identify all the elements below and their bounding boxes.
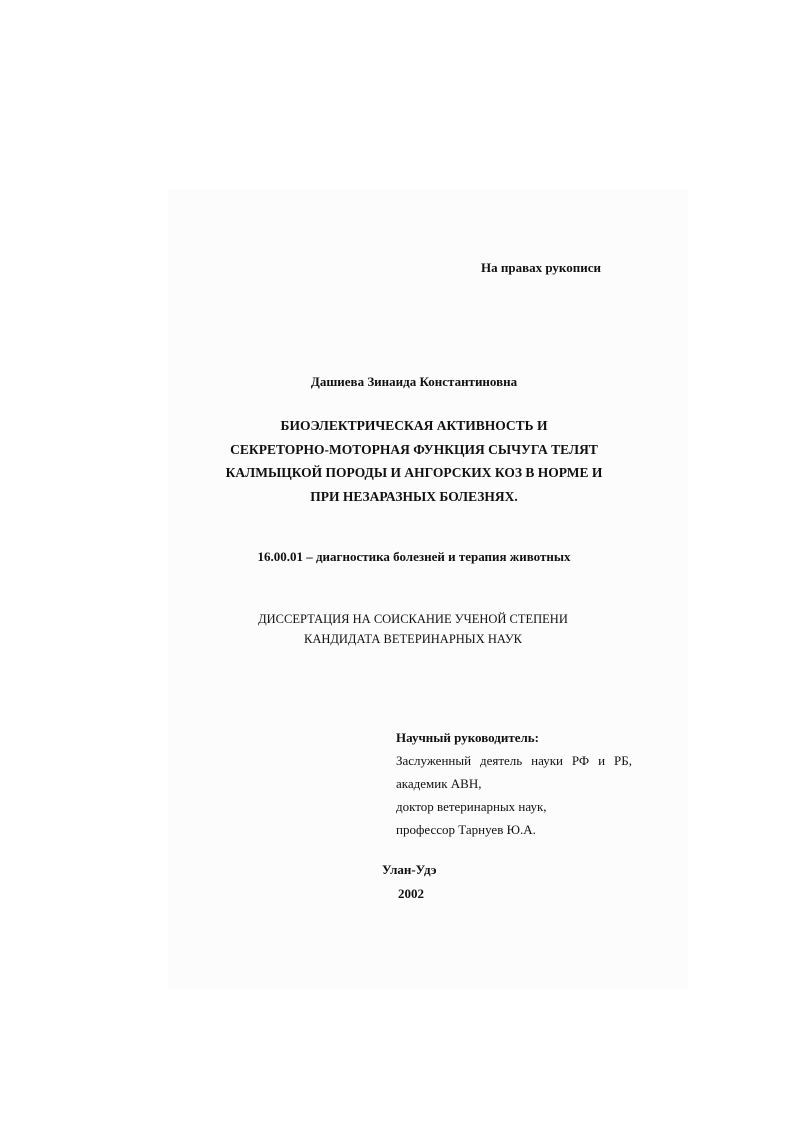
specialty-code: 16.00.01 – диагностика болезней и терапия животных [257,549,571,564]
supervisor-name: профессор Тарнуев Ю.А. [396,822,536,837]
supervisor-title-word: деятель [479,753,523,768]
supervisor-heading: Научный руководитель: [396,730,539,745]
supervisor-title-word: науки [531,753,563,768]
author-name: Дашиева Зинаида Константиновна [310,374,518,389]
degree-line: ДИССЕРТАЦИЯ НА СОИСКАНИЕ УЧЕНОЙ СТЕПЕНИ [258,612,568,626]
title-line: СЕКРЕТОРНО-МОТОРНАЯ ФУНКЦИЯ СЫЧУГА ТЕЛЯТ [230,441,598,457]
supervisor-academic-rank: академик АВН, [396,776,482,791]
supervisor-honorary-title [396,749,632,772]
dissertation-title [0,414,795,508]
year: 2002 [398,886,424,901]
title-line: БИОЭЛЕКТРИЧЕСКАЯ АКТИВНОСТЬ И [280,418,548,433]
manuscript-note: На правах рукописи [481,260,601,275]
supervisor-title-word: и [598,753,606,768]
supervisor-degree: доктор ветеринарных наук, [396,799,547,814]
supervisor-title-word: РБ, [614,753,632,768]
supervisor-block [396,726,636,841]
supervisor-title-word: РФ [571,753,590,768]
title-line: ПРИ НЕЗАРАЗНЫХ БОЛЕЗНЯХ. [310,488,518,504]
city: Улан-Удэ [382,862,437,877]
title-line: КАЛМЫЦКОЙ ПОРОДЫ И АНГОРСКИХ КОЗ В НОРМЕ И [225,465,603,480]
supervisor-title-word: Заслуженный [396,753,472,768]
degree-line: КАНДИДАТА ВЕТЕРИНАРНЫХ НАУК [303,632,523,646]
degree-statement [0,609,795,649]
